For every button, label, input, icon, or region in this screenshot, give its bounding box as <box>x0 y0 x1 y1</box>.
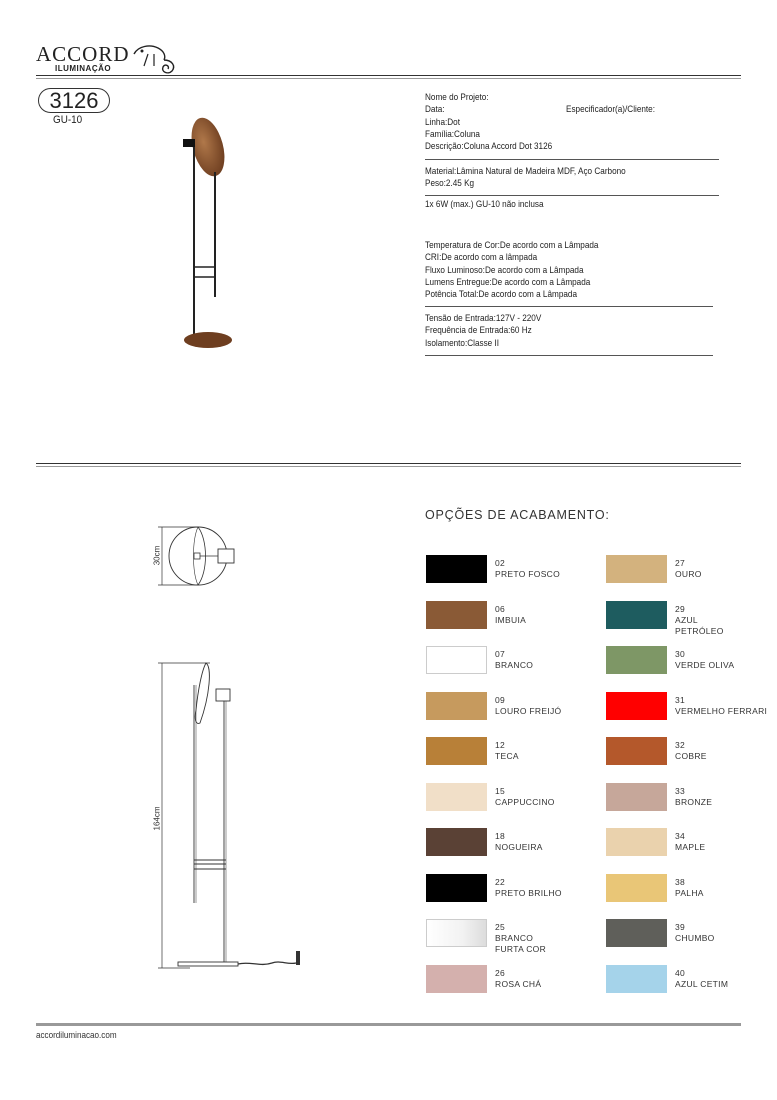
finish-name: AZUL <box>675 614 698 625</box>
header-rule-thin <box>36 78 741 79</box>
finish-code: 32 <box>675 740 686 750</box>
section-rule <box>36 463 741 464</box>
finish-swatch-18 <box>426 828 487 856</box>
finish-name: BRANCO <box>495 660 534 670</box>
finish-swatch-07 <box>426 646 487 674</box>
finish-name: PALHA <box>675 887 704 898</box>
spec-material: Material:Lâmina Natural de Madeira MDF, Aço Carbono <box>425 166 626 177</box>
product-photo <box>170 112 250 354</box>
finish-name: PRETO FOSCO <box>495 569 561 579</box>
finish-swatch-06 <box>426 601 487 629</box>
finish-swatch-31 <box>606 692 667 720</box>
spec-light-block <box>425 240 598 301</box>
header-rule <box>36 75 741 76</box>
finish-swatch-40 <box>606 965 667 993</box>
finish-code: 02 <box>495 558 506 568</box>
finish-name: TECA <box>495 751 519 761</box>
finish-swatch-30 <box>606 646 667 674</box>
spec-lamp: 1x 6W (max.) GU-10 não inclusa <box>425 199 544 210</box>
finish-code: 30 <box>675 649 686 659</box>
spec-color-temp: Temperatura de Cor:De acordo com a Lâmpada <box>425 240 599 251</box>
spec-total-power: Potência Total:De acordo com a Lâmpada <box>425 289 578 301</box>
finish-swatch-34 <box>606 828 667 856</box>
spec-rule-1 <box>425 159 719 160</box>
finish-swatch-26 <box>426 965 487 993</box>
footer-rule <box>36 1023 741 1026</box>
finish-code: 06 <box>495 603 506 614</box>
finish-swatch-22 <box>426 874 487 902</box>
spec-project-block <box>425 92 552 153</box>
spec-lumens: Fluxo Luminoso:De acordo com a Lâmpada <box>425 264 584 276</box>
brand-name: ACCORD <box>36 42 130 66</box>
finish-code: 40 <box>675 967 686 978</box>
finish-name: CAPPUCCINO <box>495 796 555 807</box>
finish-swatch-33 <box>606 783 667 811</box>
finish-swatch-29 <box>606 601 667 629</box>
finish-swatch-39 <box>606 919 667 947</box>
spec-rule-2 <box>425 195 719 196</box>
finish-name: MAPLE <box>675 842 706 852</box>
finish-code: 25 <box>495 922 506 932</box>
spec-frequency: Frequência de Entrada:60 Hz <box>425 325 532 337</box>
finish-swatch-38 <box>606 874 667 902</box>
finish-name: BRONZE <box>675 796 713 807</box>
finish-swatch-15 <box>426 783 487 811</box>
finish-name: LOURO FREIJÓ <box>495 705 562 716</box>
finish-code: 09 <box>495 694 506 705</box>
spec-project: Nome do Projeto: <box>425 92 489 103</box>
finish-code: 12 <box>495 740 506 750</box>
spec-insulation: Isolamento:Classe II <box>425 337 500 349</box>
finish-code: 22 <box>495 876 506 887</box>
lamp-type-label: GU-10 <box>53 114 83 126</box>
finish-swatch-02 <box>426 555 487 583</box>
finish-name: OURO <box>675 569 702 579</box>
finish-code: 38 <box>675 876 686 887</box>
finish-code: 31 <box>675 694 686 705</box>
spec-cri: CRI:De acordo com a lâmpada <box>425 252 538 264</box>
finish-name: ROSA CHÁ <box>495 978 542 989</box>
finish-name: PRETO BRILHO <box>495 887 562 898</box>
section-rule-thin <box>36 466 741 467</box>
finish-swatch-09 <box>426 692 487 720</box>
finish-swatch-25 <box>426 919 487 947</box>
finish-name: BRANCO <box>495 933 534 943</box>
product-code-badge: 3126 <box>38 88 110 113</box>
height-dimension-label: 164cm <box>152 806 162 831</box>
spec-description: Descrição:Coluna Accord Dot 3126 <box>425 141 553 153</box>
finish-name: AZUL CETIM <box>675 978 729 989</box>
spec-voltage: Tensão de Entrada:127V - 220V <box>425 313 542 324</box>
spec-weight: Peso:2.45 Kg <box>425 178 475 190</box>
finish-swatch-12 <box>426 737 487 765</box>
head-dimension-label: 30cm <box>152 545 162 566</box>
website-link[interactable]: accordiluminacao.com <box>36 1030 117 1040</box>
spec-line: Linha:Dot <box>425 116 460 128</box>
spec-electrical-block <box>425 313 541 350</box>
spec-date: Data: <box>425 104 445 116</box>
technical-drawing-lamp <box>150 655 310 975</box>
finish-name: VERMELHO FERRARI <box>675 705 768 716</box>
technical-drawing-head <box>150 520 250 592</box>
finish-name-line2: FURTA COR <box>495 944 547 954</box>
finish-swatch-32 <box>606 737 667 765</box>
finish-name-line2: PETRÓLEO <box>675 625 724 636</box>
finish-name: IMBUIA <box>495 614 527 625</box>
finish-code: 39 <box>675 922 686 932</box>
finish-options-title: OPÇÕES DE ACABAMENTO: <box>425 508 610 522</box>
brand-subtitle: ILUMINAÇÃO <box>55 64 112 73</box>
finish-code: 34 <box>675 831 686 841</box>
brand-logo <box>36 42 156 76</box>
spec-material-block <box>425 166 626 191</box>
spec-specifier: Especificador(a)/Cliente: <box>566 104 656 115</box>
finish-name: COBRE <box>675 751 707 761</box>
spec-rule-4 <box>425 355 713 356</box>
finish-code: 27 <box>675 558 686 568</box>
finish-swatch-27 <box>606 555 667 583</box>
finish-code: 18 <box>495 831 506 841</box>
chameleon-logo-icon <box>128 40 184 76</box>
finish-name: NOGUEIRA <box>495 842 543 852</box>
spec-rule-3 <box>425 306 713 307</box>
finish-code: 29 <box>675 603 686 614</box>
finish-code: 33 <box>675 785 686 796</box>
finish-code: 07 <box>495 649 506 659</box>
finish-code: 26 <box>495 967 506 978</box>
finish-name: CHUMBO <box>675 933 715 943</box>
finish-name: VERDE OLIVA <box>675 660 735 670</box>
spec-family: Família:Coluna <box>425 128 480 140</box>
spec-lumens-delivered: Lumens Entregue:De acordo com a Lâmpada <box>425 276 591 288</box>
finish-code: 15 <box>495 785 506 796</box>
